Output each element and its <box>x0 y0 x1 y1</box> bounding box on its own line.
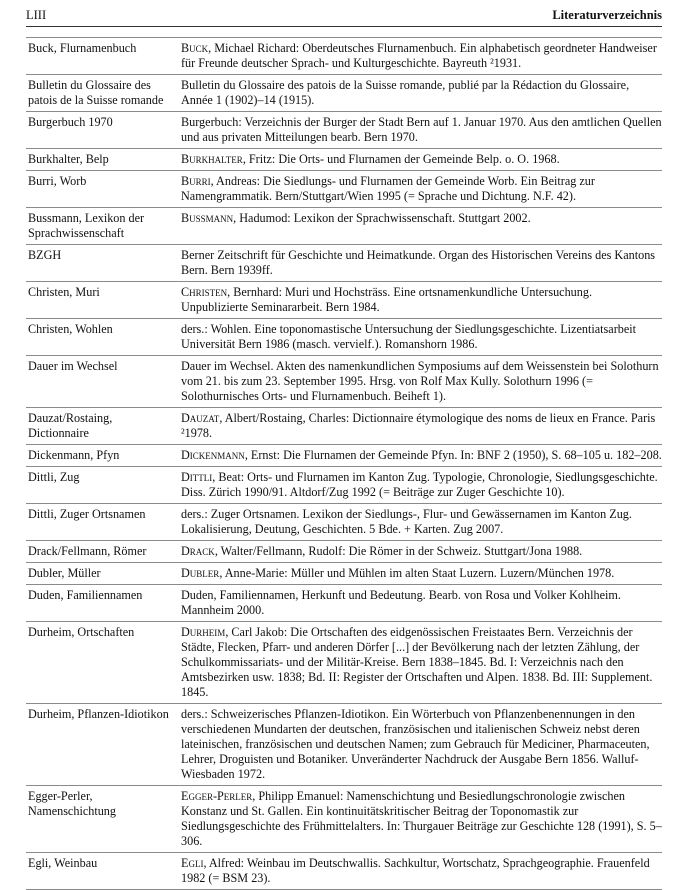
bibliography-entry <box>26 786 662 853</box>
entry-short-title: Dauzat/Rostaing, Dictionnaire <box>28 411 113 440</box>
entry-author: Christen <box>181 285 228 299</box>
entry-text: Bulletin du Glossaire des patois de la Suisse romande, publié par la Rédaction du Glossaire, Année 1 (1902)–14 (1915). <box>181 78 630 107</box>
entry-author: Dubler <box>181 566 220 580</box>
entry-citation <box>175 856 662 886</box>
entry-short-title: Dauer im Wechsel <box>28 359 118 373</box>
bibliography-entry <box>26 37 662 75</box>
bibliography-entry <box>26 622 662 704</box>
entry-citation <box>175 174 662 204</box>
entry-text: , Carl Jakob: Die Ortschaften des eidgenössischen Freistaates Bern. Verzeichnis der Städte, Flecken, Pfarr- und anderen Dörfer [...] der Bevölkerung nach der letzten Zählung, der Schulkommissariats- und der Militär-Kreise. Bern 1838–1845. Bd. I: Verzeichnis nach den Amtsbezirken usw. 1838; Bd. II: Register der Ortschaften und Alpen. 1838. Bd. III: Supplement. 1845. <box>181 625 653 699</box>
bibliography-entry <box>26 541 662 563</box>
entry-short-title: Dickenmann, Pfyn <box>28 448 120 462</box>
entry-short-title: BZGH <box>28 248 62 262</box>
entry-text: , Fritz: Die Orts- und Flurnamen der Gemeinde Belp. o. O. 1968. <box>242 152 560 166</box>
entry-text: , Philipp Emanuel: Namenschichtung und Besiedlungschronologie zwischen Konstanz und St. Gallen. Ein kontinuitätskritischer Beitrag der Toponomastik zur Siedlungsgeschichte des Frühmittelalters. In: Thurgauer Beiträge zur Geschichte 128 (1991), S. 5–306. <box>181 789 662 848</box>
bibliography-entry <box>26 467 662 504</box>
bibliography-entry <box>26 245 662 282</box>
entry-citation <box>175 248 662 278</box>
bibliography-entry <box>26 149 662 171</box>
entry-text: Burgerbuch: Verzeichnis der Burger der Stadt Bern auf 1. Januar 1970. Aus den amtlichen Quellen und aus privaten Mitteilungen bearb. Bern 1970. <box>181 115 662 144</box>
entry-text: ders.: Wohlen. Eine toponomastische Untersuchung der Siedlungsgeschichte. Lizentiatsarbeit Universität Bern 1986 (masch. vervielf.). Romanshorn 1986. <box>181 322 637 351</box>
bibliography-entry <box>26 319 662 356</box>
entry-text: , Anne-Marie: Müller und Mühlen im alten Staat Luzern. Luzern/München 1978. <box>219 566 615 580</box>
page-number: LIII <box>26 8 47 22</box>
entry-citation <box>175 544 662 559</box>
entry-citation <box>175 470 662 500</box>
entry-text: , Ernst: Die Flurnamen der Gemeinde Pfyn. In: BNF 2 (1950), S. 68–105 u. 182–208. <box>244 448 662 462</box>
entry-citation <box>175 507 662 537</box>
entry-citation <box>175 566 662 581</box>
entry-short-title: Christen, Wohlen <box>28 322 113 336</box>
entry-citation <box>175 588 662 618</box>
bibliography-list <box>26 37 662 890</box>
bibliography-entry <box>26 75 662 112</box>
entry-author: Durheim <box>181 625 226 639</box>
entry-author: Drack <box>181 544 215 558</box>
entry-citation <box>175 448 662 463</box>
entry-short-title: Dittli, Zuger Ortsnamen <box>28 507 146 521</box>
entry-text: , Hadumod: Lexikon der Sprachwissenschaft. Stuttgart 2002. <box>233 211 531 225</box>
entry-text: Berner Zeitschrift für Geschichte und Heimatkunde. Organ des Historischen Vereins des Kantons Bern. Bern 1939ff. <box>181 248 656 277</box>
bibliography-entry <box>26 563 662 585</box>
entry-citation <box>175 152 662 167</box>
entry-citation <box>175 78 662 108</box>
entry-citation <box>175 285 662 315</box>
entry-short-title: Christen, Muri <box>28 285 100 299</box>
entry-author: Dittli <box>181 470 213 484</box>
running-title: Literaturverzeichnis <box>552 8 662 22</box>
entry-short-title: Burkhalter, Belp <box>28 152 109 166</box>
entry-author: Dauzat <box>181 411 220 425</box>
entry-text: , Beat: Orts- und Flurnamen im Kanton Zug. Typologie, Chronologie, Siedlungsgeschichte. Diss. Zürich 1990/91. Altdorf/Zug 1992 (= Beiträge zur Zuger Geschichte 10). <box>181 470 658 499</box>
entry-short-title: Buck, Flurnamenbuch <box>28 41 137 55</box>
entry-short-title: Duden, Familiennamen <box>28 588 143 602</box>
entry-author: Dickenmann <box>181 448 245 462</box>
entry-author: Egli <box>181 856 204 870</box>
entry-citation <box>175 115 662 145</box>
entry-text: , Alfred: Weinbau im Deutschwallis. Sachkultur, Wortschatz, Sprachgeographie. Frauenfeld 1982 (= BSM 23). <box>181 856 650 885</box>
entry-short-title: Durheim, Ortschaften <box>28 625 135 639</box>
bibliography-entry <box>26 445 662 467</box>
entry-short-title: Dittli, Zug <box>28 470 80 484</box>
entry-short-title: Bulletin du Glossaire des patois de la Suisse romande <box>28 78 164 107</box>
entry-short-title: Durheim, Pflanzen-Idiotikon <box>28 707 169 721</box>
entry-short-title: Burgerbuch 1970 <box>28 115 113 129</box>
entry-citation <box>175 411 662 441</box>
entry-text: Dauer im Wechsel. Akten des namenkundlichen Symposiums auf dem Weissenstein bei Solothurn vom 21. bis zum 23. September 1995. Hrsg. von Rolf Max Kully. Solothurn 1996 (= Solothurnisches Orts- und Flurnamenbuch. Beiheft 1). <box>181 359 659 403</box>
entry-text: Duden, Familiennamen, Herkunft und Bedeutung. Bearb. von Rosa und Volker Kohlheim. Mannheim 2000. <box>181 588 621 617</box>
bibliography-entry <box>26 585 662 622</box>
entry-text: , Michael Richard: Oberdeutsches Flurnamenbuch. Ein alphabetisch geordneter Handweiser für Freunde deutscher Sprach- und Kulturgeschichte. Bayreuth ²1931. <box>181 41 657 70</box>
entry-text: ders.: Schweizerisches Pflanzen-Idiotikon. Ein Wörterbuch von Pflanzenbenennungen in den verschiedenen Mundarten der deutschen, französischen und italienischen Schweiz nebst deren lateinischen, französischen und deutschen Namen; zum Gebrauch für Mediciner, Pharmaceuten, Lehrer, Droguisten und Botaniker. Unveränderter Nachdruck der Ausgabe Bern 1856. Walluf-Wiesbaden 1972. <box>181 707 650 781</box>
entry-short-title: Bussmann, Lexikon der Sprachwissenschaft <box>28 211 145 240</box>
bibliography-entry <box>26 282 662 319</box>
bibliography-entry <box>26 408 662 445</box>
entry-author: Bussmann <box>181 211 234 225</box>
bibliography-entry <box>26 208 662 245</box>
page-header <box>26 6 662 27</box>
entry-author: Burri <box>181 174 211 188</box>
bibliography-entry <box>26 356 662 408</box>
entry-text: ders.: Zuger Ortsnamen. Lexikon der Siedlungs-, Flur- und Gewässernamen im Kanton Zug. Lokalisierung, Deutung, Geschichten. 5 Bde. + Karten. Zug 2007. <box>181 507 632 536</box>
bibliography-entry <box>26 504 662 541</box>
entry-citation <box>175 41 662 71</box>
entry-text: , Andreas: Die Siedlungs- und Flurnamen der Gemeinde Worb. Ein Beitrag zur Namengrammatik. Bern/Stuttgart/Wien 1995 (= Sprache und Dichtung. N.F. 42). <box>181 174 595 203</box>
entry-text: , Albert/Rostaing, Charles: Dictionnaire étymologique des noms de lieux en France. Paris ²1978. <box>181 411 656 440</box>
entry-citation <box>175 707 662 782</box>
entry-citation <box>175 211 662 241</box>
bibliography-entry <box>26 853 662 890</box>
entry-short-title: Egger-Perler, Namenschichtung <box>28 789 116 818</box>
entry-citation <box>175 789 662 849</box>
entry-short-title: Egli, Weinbau <box>28 856 98 870</box>
entry-author: Burkhalter <box>181 152 243 166</box>
entry-author: Buck <box>181 41 209 55</box>
bibliography-entry <box>26 112 662 149</box>
entry-citation <box>175 359 662 404</box>
entry-text: , Bernhard: Muri und Hochsträss. Eine ortsnamenkundliche Untersuchung. Unpublizierte Seminararbeit. Bern 1984. <box>181 285 593 314</box>
entry-short-title: Drack/Fellmann, Römer <box>28 544 147 558</box>
entry-citation <box>175 322 662 352</box>
bibliography-entry <box>26 704 662 786</box>
bibliography-entry <box>26 171 662 208</box>
entry-author: Egger-Perler <box>181 789 253 803</box>
entry-short-title: Dubler, Müller <box>28 566 101 580</box>
entry-text: , Walter/Fellmann, Rudolf: Die Römer in der Schweiz. Stuttgart/Jona 1988. <box>214 544 583 558</box>
entry-citation <box>175 625 662 700</box>
entry-short-title: Burri, Worb <box>28 174 87 188</box>
